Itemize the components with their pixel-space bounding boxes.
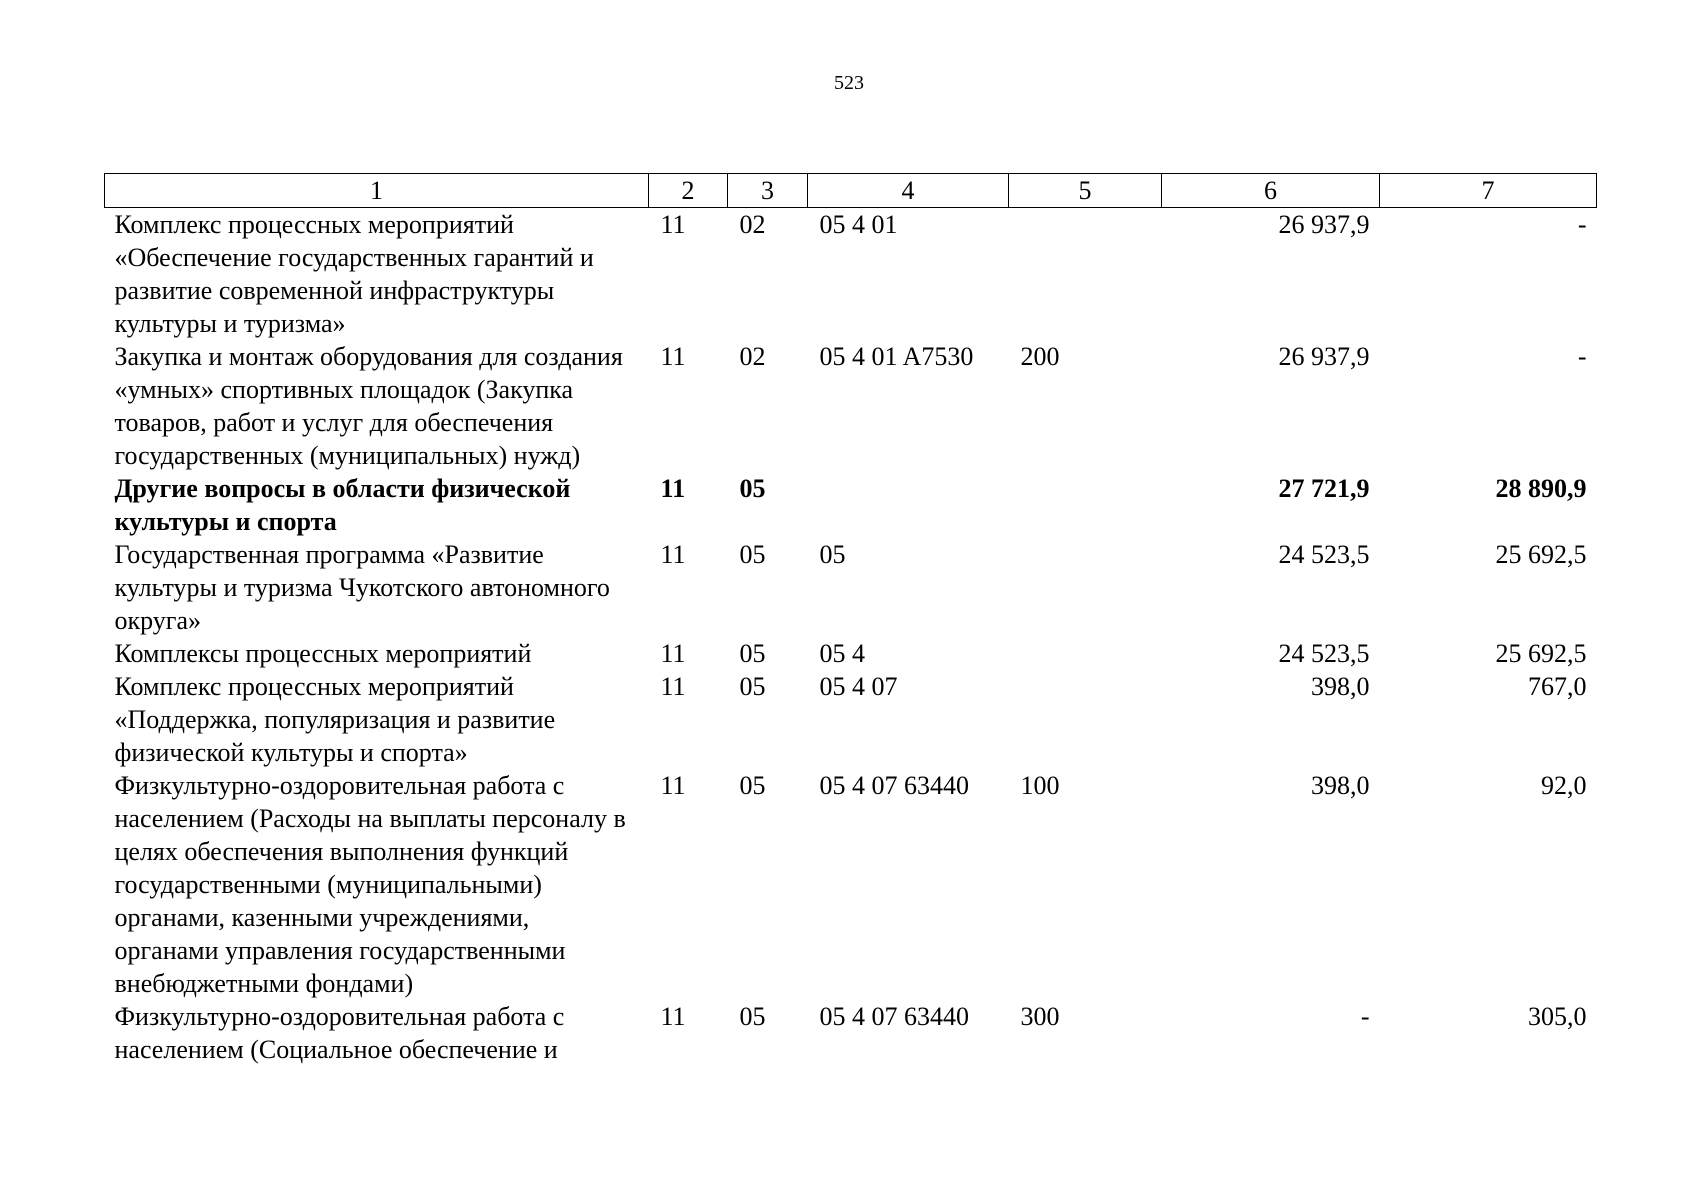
row-name: Физкультурно-оздоровительная работа с населением (Социальное обеспечение и [114, 1002, 565, 1064]
row-expense-type [1009, 208, 1162, 341]
row-amount-col7: 305,0 [1528, 1002, 1587, 1031]
row-expense-type [1009, 472, 1162, 538]
row-name: Комплекс процессных мероприятий «Поддержка, популяризация и развитие физической культуры и спорта» [114, 672, 556, 767]
row-subsection: 05 [739, 672, 766, 701]
row-amount-col6: 398,0 [1311, 771, 1370, 800]
row-subsection: 02 [739, 342, 766, 371]
row-name: Физкультурно-оздоровительная работа с населением (Расходы на выплаты персоналу в целях обеспечения выполнения функций государственными (муниципальными) органами, казенными учреждениями, органами управления государственными внебюджетными фондами) [114, 771, 626, 998]
column-header: 6 [1162, 174, 1380, 208]
row-amount-col6: 26 937,9 [1278, 342, 1370, 371]
row-amount-col7: 92,0 [1541, 771, 1587, 800]
row-section: 11 [660, 1002, 686, 1031]
row-subsection: 02 [739, 210, 766, 239]
row-amount-col6: 26 937,9 [1278, 210, 1370, 239]
row-target-article: 05 4 07 63440 [819, 771, 969, 800]
row-section: 11 [660, 639, 686, 668]
row-target-article: 05 4 01 [819, 210, 898, 239]
row-section: 11 [660, 540, 686, 569]
table-row [105, 769, 1597, 1000]
row-amount-col6: 24 523,5 [1278, 540, 1370, 569]
column-header: 2 [649, 174, 728, 208]
row-amount-col7: 28 890,9 [1495, 474, 1587, 503]
row-target-article: 05 4 07 63440 [819, 1002, 969, 1031]
row-subsection: 05 [739, 1002, 766, 1031]
row-name: Другие вопросы в области физической культуры и спорта [114, 474, 571, 536]
header-row [105, 174, 1597, 208]
row-name: Комплексы процессных мероприятий [114, 639, 532, 668]
row-target-article: 05 4 01 A7530 [819, 342, 974, 371]
table-row [105, 472, 1597, 538]
table-body [105, 208, 1597, 1067]
row-section: 11 [660, 474, 686, 503]
row-section: 11 [660, 672, 686, 701]
row-name: Государственная программа «Развитие культуры и туризма Чукотского автономного округа» [114, 540, 610, 635]
row-section: 11 [660, 771, 686, 800]
row-subsection: 05 [739, 771, 766, 800]
row-amount-col7: 25 692,5 [1495, 540, 1587, 569]
table-row [105, 538, 1597, 637]
table-row [105, 208, 1597, 341]
row-target-article: 05 4 07 [819, 672, 898, 701]
row-subsection: 05 [739, 540, 766, 569]
column-header: 7 [1380, 174, 1597, 208]
row-expense-type [1009, 670, 1162, 769]
row-section: 11 [660, 210, 686, 239]
column-header: 3 [728, 174, 808, 208]
table-header [105, 174, 1597, 208]
row-amount-col6: 398,0 [1311, 672, 1370, 701]
row-amount-col7: 767,0 [1528, 672, 1587, 701]
row-expense-type [1009, 637, 1162, 670]
row-expense-type [1009, 538, 1162, 637]
column-header: 5 [1009, 174, 1162, 208]
table-row [105, 637, 1597, 670]
row-expense-type: 300 [1020, 1002, 1060, 1031]
table-row [105, 1000, 1597, 1066]
row-target-article [808, 472, 1009, 538]
row-name: Закупка и монтаж оборудования для создания «умных» спортивных площадок (Закупка товаров, работ и услуг для обеспечения государственных (муниципальных) нужд) [114, 342, 623, 470]
row-subsection: 05 [739, 639, 766, 668]
row-subsection: 05 [739, 474, 766, 503]
row-amount-col7: - [1577, 342, 1587, 371]
row-amount-col7: 25 692,5 [1495, 639, 1587, 668]
row-target-article: 05 [819, 540, 846, 569]
table-row [105, 670, 1597, 769]
row-name: Комплекс процессных мероприятий «Обеспечение государственных гарантий и развитие современной инфраструктуры культуры и туризма» [114, 210, 594, 338]
row-amount-col6: 24 523,5 [1278, 639, 1370, 668]
row-target-article: 05 4 [819, 639, 865, 668]
row-amount-col6: 27 721,9 [1278, 474, 1370, 503]
row-amount-col7: - [1577, 210, 1587, 239]
row-section: 11 [660, 342, 686, 371]
column-header: 4 [808, 174, 1009, 208]
page-number: 523 [834, 72, 864, 94]
row-expense-type: 100 [1020, 771, 1060, 800]
column-header: 1 [105, 174, 649, 208]
row-amount-col6: - [1360, 1002, 1370, 1031]
budget-table [104, 173, 1597, 1066]
table-row [105, 340, 1597, 472]
row-expense-type: 200 [1020, 342, 1060, 371]
